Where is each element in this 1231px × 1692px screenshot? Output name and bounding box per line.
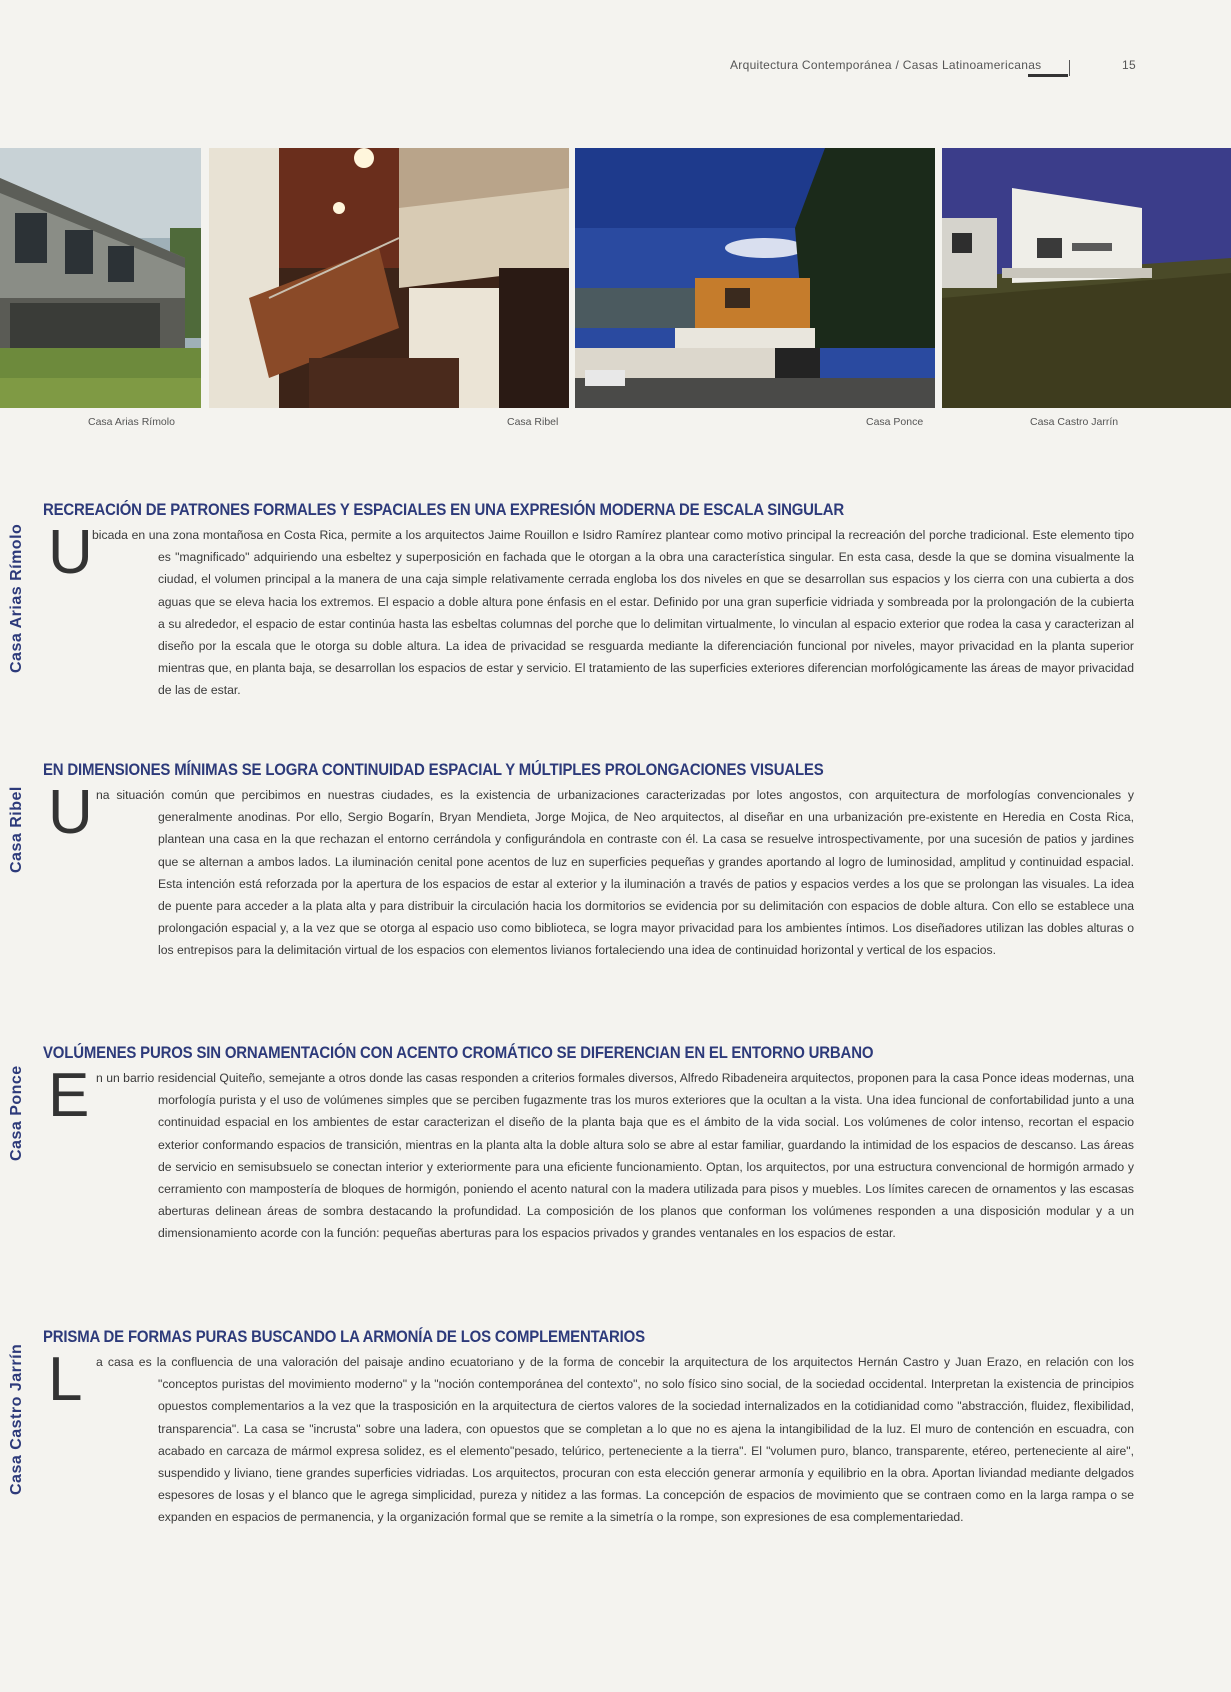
- photo-casa-castro-jarrin: [942, 148, 1231, 408]
- photo-caption: Casa Castro Jarrín: [1030, 416, 1119, 428]
- section-body: n un barrio residencial Quiteño, semejante a otros donde las casas responden a criterios formales diversos, Alfredo Ribadeneira arquitectos, proponen para la casa Ponce ideas modernas, una morfología purista y el uso de volúmenes simples que se perciben fugazmente tras los muros exteriores que la ocultan a la vista. Una idea funcional de confortabilidad junto a una continuidad espacial en los ambientes de estar caracterizan el diseño de la planta baja que es el ámbito de la vida social. Los volúmenes de color intenso, recortan el espacio exterior conformando espacios de transición, mientras en la planta alta la doble altura solo se abre al estar familiar, guardando la intimidad de los espacios de descanso. Las áreas de servicio en semisubsuelo se conectan interior y exteriormente para una eficiente funcionamiento. Optan, los arquitectos, por una estructura convencional de hormigón armado y cerramiento con mampostería de bloques de hormigón, poniendo el acento natural con la madera utilizada para pisos y muebles. Los límites carecen de ornamentos y las escasas aberturas delinean áreas de sombra destacando la profundidad. La composición de los planos que conforman los volúmenes responden a una disposición modular y a un dimensionamiento acorde con la función: pequeñas aberturas para los espacios privados y grandes ventanales en los espacios de estar.: [96, 1071, 1134, 1241]
- section-side-label: Casa Arias Rímolo: [8, 523, 25, 673]
- article-section: [0, 760, 1231, 1000]
- section-side-label: Casa Ribel: [8, 786, 25, 873]
- publication-title: Arquitectura Contemporánea / Casas Latinoamericanas: [730, 58, 1042, 72]
- photo-caption: Casa Ponce: [866, 416, 924, 428]
- article-section: [0, 500, 1231, 720]
- header-rule: [1028, 74, 1068, 77]
- section-heading: EN DIMENSIONES MÍNIMAS SE LOGRA CONTINUIDAD ESPACIAL Y MÚLTIPLES PROLONGACIONES VISUALES: [43, 760, 824, 779]
- photo-casa-ribel: [209, 148, 569, 408]
- section-heading: PRISMA DE FORMAS PURAS BUSCANDO LA ARMONÍA DE LOS COMPLEMENTARIOS: [43, 1327, 645, 1346]
- drop-cap: L: [48, 1345, 83, 1414]
- section-body: bicada en una zona montañosa en Costa Rica, permite a los arquitectos Jaime Rouillon e Isidro Ramírez plantear como motivo principal la recreación del porche tradicional. Este elemento tipo es "magnificado" adquiriendo una esbeltez y superposición en fachada que le otorgan a la obra una característica singular. En esta casa, desde la que se domina visualmente la ciudad, el volumen principal a la manera de una caja simple relativamente cerrada engloba los dos niveles en que se desarrollan sus espacios y los cierra con una cubierta a dos aguas que se eleva hacia los extremos. El espacio a doble altura pone énfasis en el estar. Definido por una gran superficie vidriada y sombreada por la prolongación de la cubierta a su alrededor, el espacio de estar continúa hasta las esbeltas columnas del porche que lo delimitan virtualmente, lo vinculan al espacio exterior que rodea la casa y caracterizan al diseño por la escala que le otorga su doble altura. La idea de privacidad se resguarda mediante la diferenciación funcional por niveles, mayor privacidad en la planta superior mientras que, en planta baja, se desarrollan los espacios de estar y servicio. El tratamiento de las superficies exteriores diferencian morfológicamente las áreas de mayor privacidad de las de estar.: [92, 528, 1134, 698]
- section-body: a casa es la confluencia de una valoración del paisaje andino ecuatoriano y de la forma de concebir la arquitectura de los arquitectos Hernán Castro y Juan Erazo, en relación con los "conceptos puristas del movimiento moderno" y la "noción contemporánea del contexto", no solo físico sino social, de la sociedad occidental. Interpretan la existencia de principios opuestos complementarios a la vez que la trasposición en la arquitectura de ciertos valores de la sociedad internalizados en la cotidianidad como "abstracción, fluidez, flexibilidad, transparencia". La casa se "incrusta" sobre una ladera, con opuestos que se completan a lo que no es ajena la intangibilidad de la luz. El muro de contención en escuadra, con acabado en carcaza de mármol expresa solidez, es el elemento"pesado, telúrico, perteneciente a la tierra". El "volumen puro, blanco, transparente, etéreo, perteneciente al aire", suspendido y liviano, tiene grandes superficies vidriadas. Los arquitectos, procuran con esta elección generar armonía y equilibrio en la obra. Aportan liviandad mediante delgados espesores de losas y el blanco que le agrega simplicidad, pureza y nitidez a las formas. La concepción de espacios de movimiento que se contraen como en la larga rampa o se expanden en espacios de permanencia, y la organización formal que se remite a la simetría o la rompe, son expresiones de esa complementariedad.: [96, 1355, 1134, 1525]
- photo-caption: Casa Arias Rímolo: [88, 416, 175, 428]
- section-side-label: Casa Castro Jarrín: [8, 1343, 25, 1495]
- header-divider: [1069, 60, 1070, 76]
- section-heading: VOLÚMENES PUROS SIN ORNAMENTACIÓN CON ACENTO CROMÁTICO SE DIFERENCIAN EN EL ENTORNO URBANO: [43, 1043, 874, 1062]
- drop-cap: U: [48, 778, 93, 847]
- article-section: [0, 1043, 1231, 1283]
- section-side-label: Casa Ponce: [8, 1065, 25, 1161]
- page-number: 15: [1122, 58, 1136, 72]
- photo-strip: [0, 148, 1231, 408]
- drop-cap: U: [48, 518, 93, 587]
- photo-casa-ponce: [575, 148, 935, 408]
- photo-casa-arias-rimolo: [0, 148, 201, 408]
- drop-cap: E: [48, 1061, 90, 1130]
- section-body: na situación común que percibimos en nuestras ciudades, es la existencia de urbanizaciones caracterizadas por lotes angostos, con arquitectura de morfologías convencionales y generalmente anodinas. Por ello, Sergio Bogarín, Bryan Mendieta, Jorge Mojica, de Neo arquitectos, al diseñar en una urbanización pre-existente en Heredia en Costa Rica, plantean una casa en la que rechazan el entorno cerrándola y configurándola en contraste con él. La casa se resuelve introspectivamente, por una sucesión de patios y jardines que se alternan a ambos lados. La iluminación cenital pone acentos de luz en superficies pequeñas y grandes aportando al logro de luminosidad, amplitud y continuidad espacial. Esta intención está reforzada por la apertura de los espacios de estar al exterior y la iluminación a través de patios y espacios verdes a los que se prolongan las visuales. La idea de puente para acceder a la plata alta y para distribuir la circulación hacia los dormitorios se evidencia por su delimitación con espacios de doble altura. Con ello se establece una prolongación espacial y, a la vez que se otorga al espacio uso como biblioteca, se logra mayor privacidad para los ambientes íntimos. Los diseñadores utilizan las dobles alturas o los entrepisos para la delimitación virtual de los espacios con elementos livianos fortaleciendo una idea de continuidad horizontal y vertical de los espacios.: [96, 788, 1134, 958]
- section-heading: RECREACIÓN DE PATRONES FORMALES Y ESPACIALES EN UNA EXPRESIÓN MODERNA DE ESCALA SINGULAR: [43, 500, 845, 519]
- photo-caption: Casa Ribel: [507, 416, 559, 428]
- article-section: [0, 1327, 1231, 1567]
